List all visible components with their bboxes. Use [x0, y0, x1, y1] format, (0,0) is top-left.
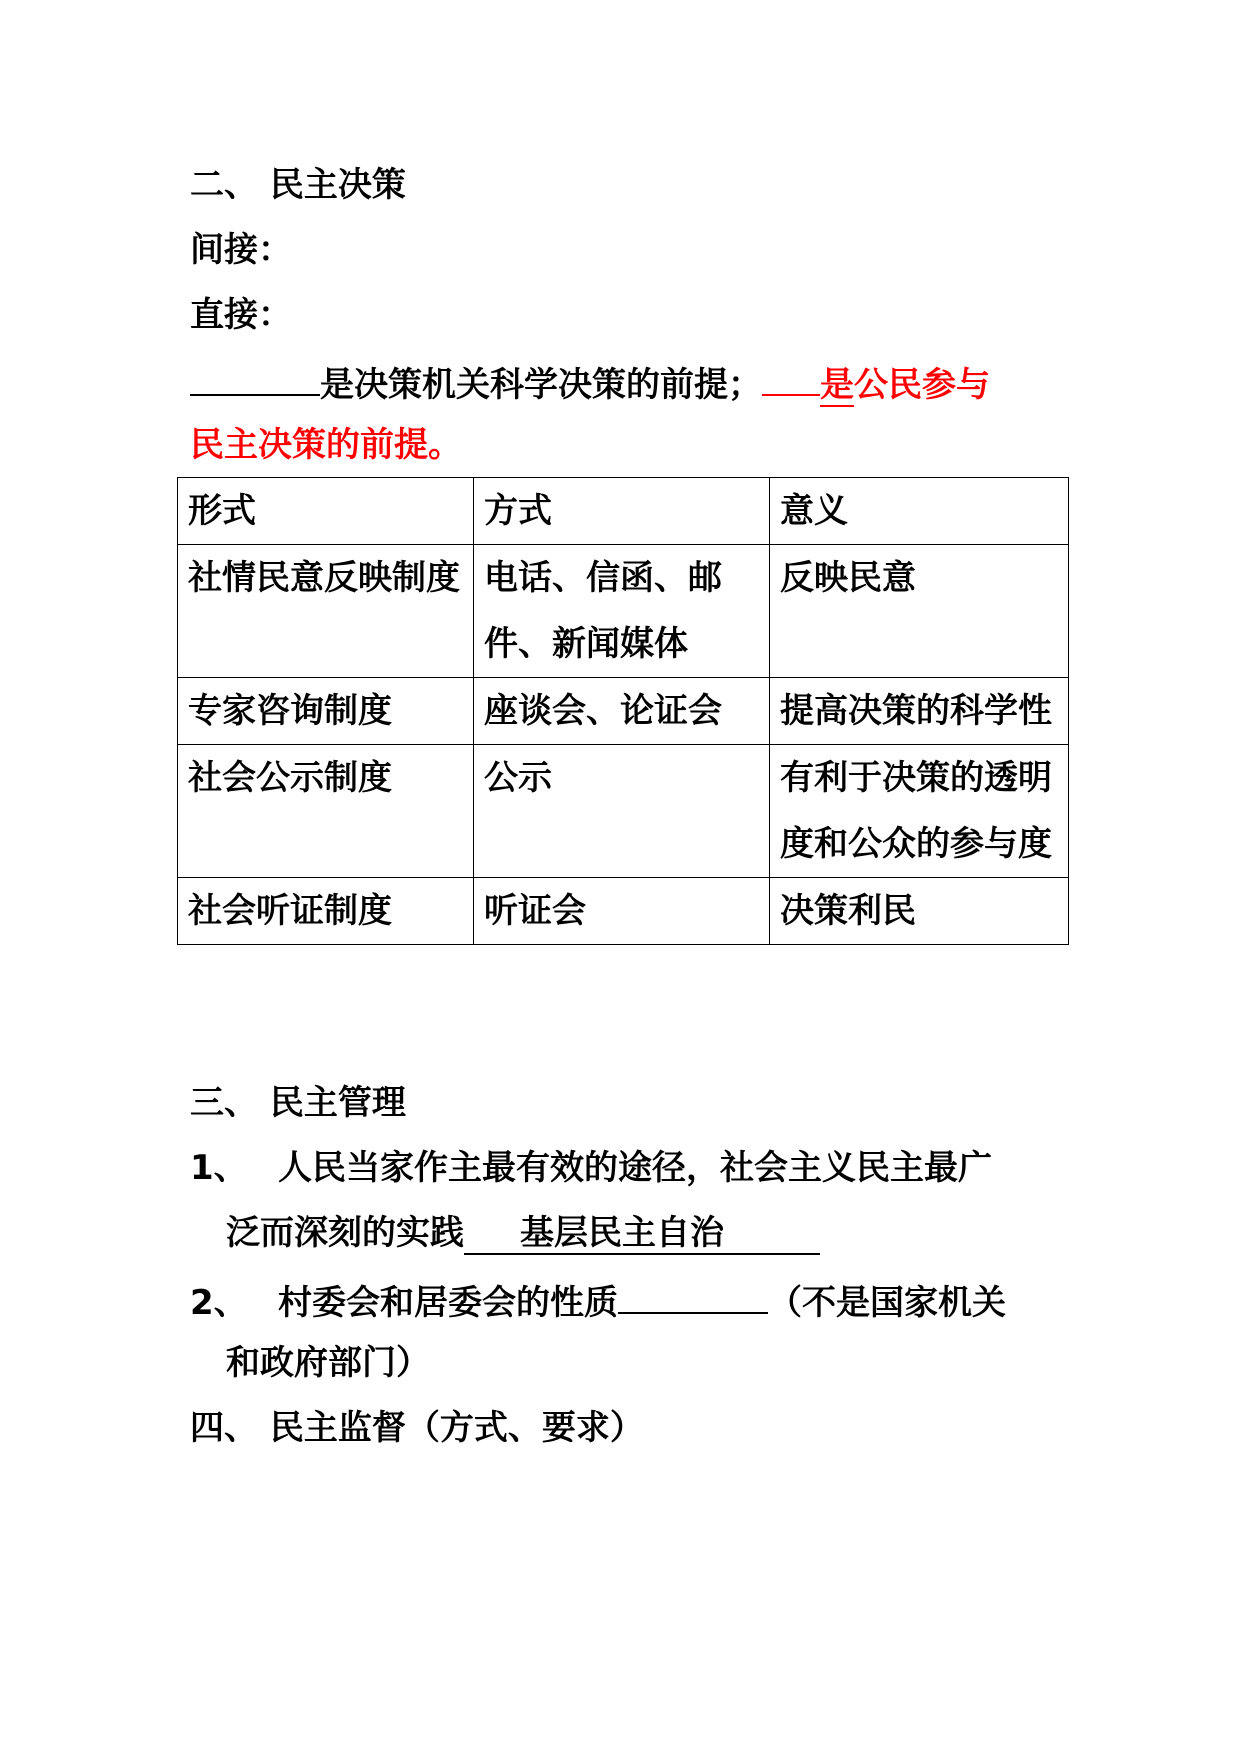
direct-label: 直接：: [190, 295, 292, 335]
table-cell: 社会公示制度: [178, 745, 474, 878]
item-2-text: 村委会和居委会的性质: [278, 1283, 618, 1323]
header-cell-method: 方式: [474, 478, 770, 545]
democratic-decision-table: [177, 477, 1069, 945]
table-row: [178, 745, 1069, 878]
table-cell: 公示: [474, 745, 770, 878]
table-cell: 座谈会、论证会: [474, 678, 770, 745]
table-row: [178, 878, 1069, 945]
item-2-line-1: [190, 1278, 1006, 1323]
table-cell: 听证会: [474, 878, 770, 945]
table-row: [178, 678, 1069, 745]
indirect-label: 间接：: [190, 230, 292, 270]
item-1-number: 1、: [190, 1148, 248, 1188]
item-1-text-cont: 泛而深刻的实践: [226, 1213, 464, 1253]
item-1-line-2: [226, 1213, 820, 1255]
table-cell: 提高决策的科学性: [770, 678, 1069, 745]
table-cell: 决策利民: [770, 878, 1069, 945]
premise-line: [190, 360, 990, 405]
table-cell: 社会听证制度: [178, 878, 474, 945]
table-row: [178, 545, 1069, 678]
item-2-line-2: 和政府部门）: [226, 1343, 430, 1383]
answer-blank[interactable]: [190, 360, 320, 396]
header-cell-meaning: 意义: [770, 478, 1069, 545]
table-cell: 电话、信函、邮件、新闻媒体: [474, 545, 770, 678]
item-2-note: （不是国家机关: [768, 1283, 1006, 1323]
section-3-title: 三、 民主管理: [190, 1083, 406, 1123]
premise-red-line2: 民主决策的前提。: [190, 425, 462, 465]
table-cell: 社情民意反映制度: [178, 545, 474, 678]
item-2-number: 2、: [190, 1283, 248, 1323]
table-header-row: [178, 478, 1069, 545]
table-cell: 专家咨询制度: [178, 678, 474, 745]
premise-red-underlined: 是: [820, 365, 854, 405]
item-1-line-1: [190, 1148, 992, 1188]
premise-text: 是决策机关科学决策的前提；: [320, 365, 762, 405]
table-cell: 有利于决策的透明度和公众的参与度: [770, 745, 1069, 878]
item-1-answer: 基层民主自治: [464, 1213, 820, 1255]
section-2-title: 二、 民主决策: [190, 165, 406, 205]
answer-blank-red[interactable]: [762, 360, 820, 396]
premise-red-rest: 公民参与: [854, 365, 990, 405]
header-cell-form: 形式: [178, 478, 474, 545]
answer-blank[interactable]: [618, 1278, 768, 1314]
section-4-title: 四、 民主监督（方式、要求）: [190, 1408, 644, 1448]
table-cell: 反映民意: [770, 545, 1069, 678]
item-1-text: 人民当家作主最有效的途径，社会主义民主最广: [278, 1148, 992, 1188]
